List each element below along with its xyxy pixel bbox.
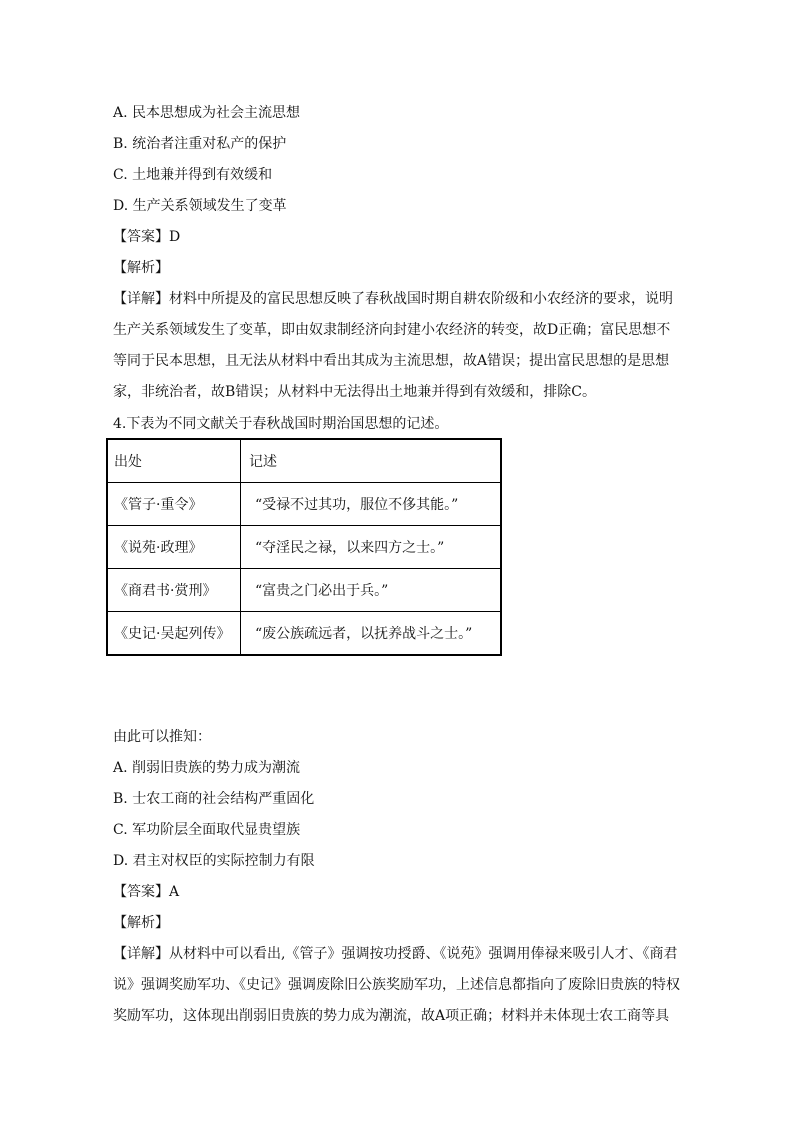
q3-detail bbox=[113, 284, 681, 408]
q3-detail-line: 【详解】材料中所提及的富民思想反映了春秋战国时期自耕农阶级和小农经济的要求，说明 bbox=[113, 291, 673, 307]
table-row bbox=[107, 612, 501, 656]
table-row bbox=[107, 483, 501, 526]
table-row bbox=[107, 569, 501, 612]
table-cell-record: “夺淫民之禄，以来四方之士。” bbox=[241, 526, 502, 569]
q3-analysis-label: 【解析】 bbox=[113, 260, 169, 276]
q4-detail-line: 奖励军功，这体现出削弱旧贵族的势力成为潮流，故A项正确；材料并未体现士农工商等具 bbox=[113, 1008, 670, 1024]
q4-option-c: C. 军功阶层全面取代显贵望族 bbox=[113, 822, 301, 838]
table-header-source: 出处 bbox=[107, 439, 241, 483]
q4-answer: 【答案】A bbox=[113, 884, 180, 900]
table-cell-record: “受禄不过其功，服位不侈其能。” bbox=[241, 483, 502, 526]
table-header-row bbox=[107, 439, 501, 483]
q4-analysis-label: 【解析】 bbox=[113, 915, 169, 931]
table-cell-record: “废公族疏远者，以抚养战斗之士。” bbox=[241, 612, 502, 656]
table-cell-source: 《商君书·赏刑》 bbox=[107, 569, 241, 612]
table-header-record: 记述 bbox=[241, 439, 502, 483]
q3-detail-line: 等同于民本思想，且无法从材料中看出其成为主流思想，故A错误；提出富民思想的是思想 bbox=[113, 353, 670, 369]
q4-option-b: B. 士农工商的社会结构严重固化 bbox=[113, 791, 315, 807]
q4-option-a: A. 削弱旧贵族的势力成为潮流 bbox=[113, 760, 301, 776]
q3-option-a: A. 民本思想成为社会主流思想 bbox=[113, 105, 301, 121]
q4-detail-line: 说》强调奖励军功、《史记》强调废除旧公族奖励军功，上述信息都指向了废除旧贵族的特权 bbox=[113, 977, 680, 993]
q3-option-b: B. 统治者注重对私产的保护 bbox=[113, 136, 287, 152]
q4-detail-line: 【详解】从材料中可以看出,《管子》强调按功授爵、《说苑》强调用俸禄来吸引人才、《商君 bbox=[113, 946, 678, 962]
table-row bbox=[107, 526, 501, 569]
table-cell-source: 《说苑·政理》 bbox=[107, 526, 241, 569]
q4-detail bbox=[113, 939, 681, 1032]
q3-option-d: D. 生产关系领域发生了变革 bbox=[113, 198, 287, 214]
q3-option-c: C. 土地兼并得到有效缓和 bbox=[113, 167, 273, 183]
table-cell-record: “富贵之门必出于兵。” bbox=[241, 569, 502, 612]
q4-prompt: 由此可以推知： bbox=[113, 729, 211, 745]
q3-detail-line: 家，非统治者，故B错误；从材料中无法得出土地兼并得到有效缓和，排除C。 bbox=[113, 384, 596, 400]
table-cell-source: 《史记·吴起列传》 bbox=[107, 612, 241, 656]
q4-table bbox=[106, 438, 502, 656]
q3-detail-line: 生产关系领域发生了变革，即由奴隶制经济向封建小农经济的转变，故D正确；富民思想不 bbox=[113, 322, 671, 338]
table-cell-source: 《管子·重令》 bbox=[107, 483, 241, 526]
q4-option-d: D. 君主对权臣的实际控制力有限 bbox=[113, 853, 315, 869]
q3-answer: 【答案】D bbox=[113, 229, 181, 245]
q4-stem: 4.下表为不同文献关于春秋战国时期治国思想的记述。 bbox=[113, 416, 449, 432]
